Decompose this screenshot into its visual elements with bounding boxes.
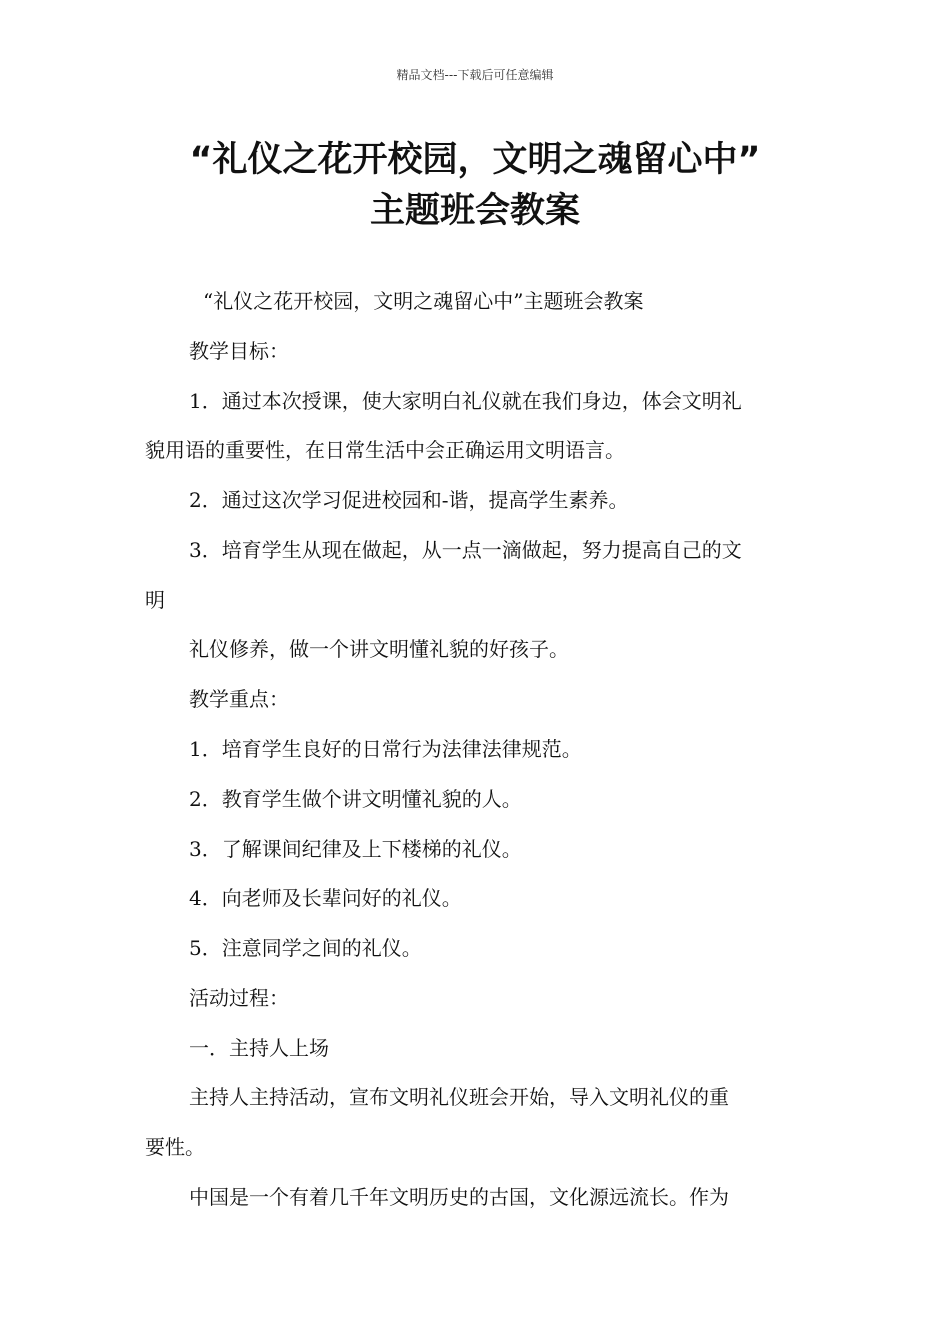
goals-heading: 教学目标： [189, 339, 289, 363]
goal-1-line-1: 1．通过本次授课，使大家明白礼仪就在我们身边，体会文明礼 [189, 389, 742, 413]
page-header: 精品文档---下载后可任意编辑 [396, 68, 554, 82]
step-1-line-1: 主持人主持活动，宣布文明礼仪班会开始，导入文明礼仪的重 [189, 1085, 729, 1109]
focus-heading: 教学重点： [189, 687, 289, 711]
goal-3-line-3: 礼仪修养，做一个讲文明懂礼貌的好孩子。 [189, 637, 569, 661]
focus-item-4: 4．向老师及长辈问好的礼仪。 [189, 886, 462, 910]
step-1-line-2: 要性。 [145, 1135, 205, 1159]
goal-2: 2．通过这次学习促进校园和-谐，提高学生素养。 [189, 488, 629, 512]
focus-item-1: 1．培育学生良好的日常行为法律法律规范。 [189, 737, 582, 761]
process-heading: 活动过程： [189, 986, 289, 1010]
history-paragraph-line-1: 中国是一个有着几千年文明历史的古国，文化源远流长。作为 [189, 1185, 729, 1209]
focus-item-3: 3．了解课间纪律及上下楼梯的礼仪。 [189, 837, 522, 861]
step-1-heading: 一．主持人上场 [189, 1036, 329, 1060]
goal-1-line-2: 貌用语的重要性，在日常生活中会正确运用文明语言。 [145, 438, 625, 462]
goal-3-line-1: 3．培育学生从现在做起，从一点一滴做起，努力提高自己的文 [189, 538, 742, 562]
focus-item-2: 2．教育学生做个讲文明懂礼貌的人。 [189, 787, 522, 811]
document-title-line-1: “礼仪之花开校园，文明之魂留心中” [189, 140, 761, 180]
goal-3-line-2: 明 [145, 588, 165, 612]
subtitle-paragraph: “礼仪之花开校园，文明之魂留心中”主题班会教案 [203, 289, 644, 313]
focus-item-5: 5．注意同学之间的礼仪。 [189, 936, 422, 960]
document-title-line-2: 主题班会教案 [369, 191, 580, 231]
